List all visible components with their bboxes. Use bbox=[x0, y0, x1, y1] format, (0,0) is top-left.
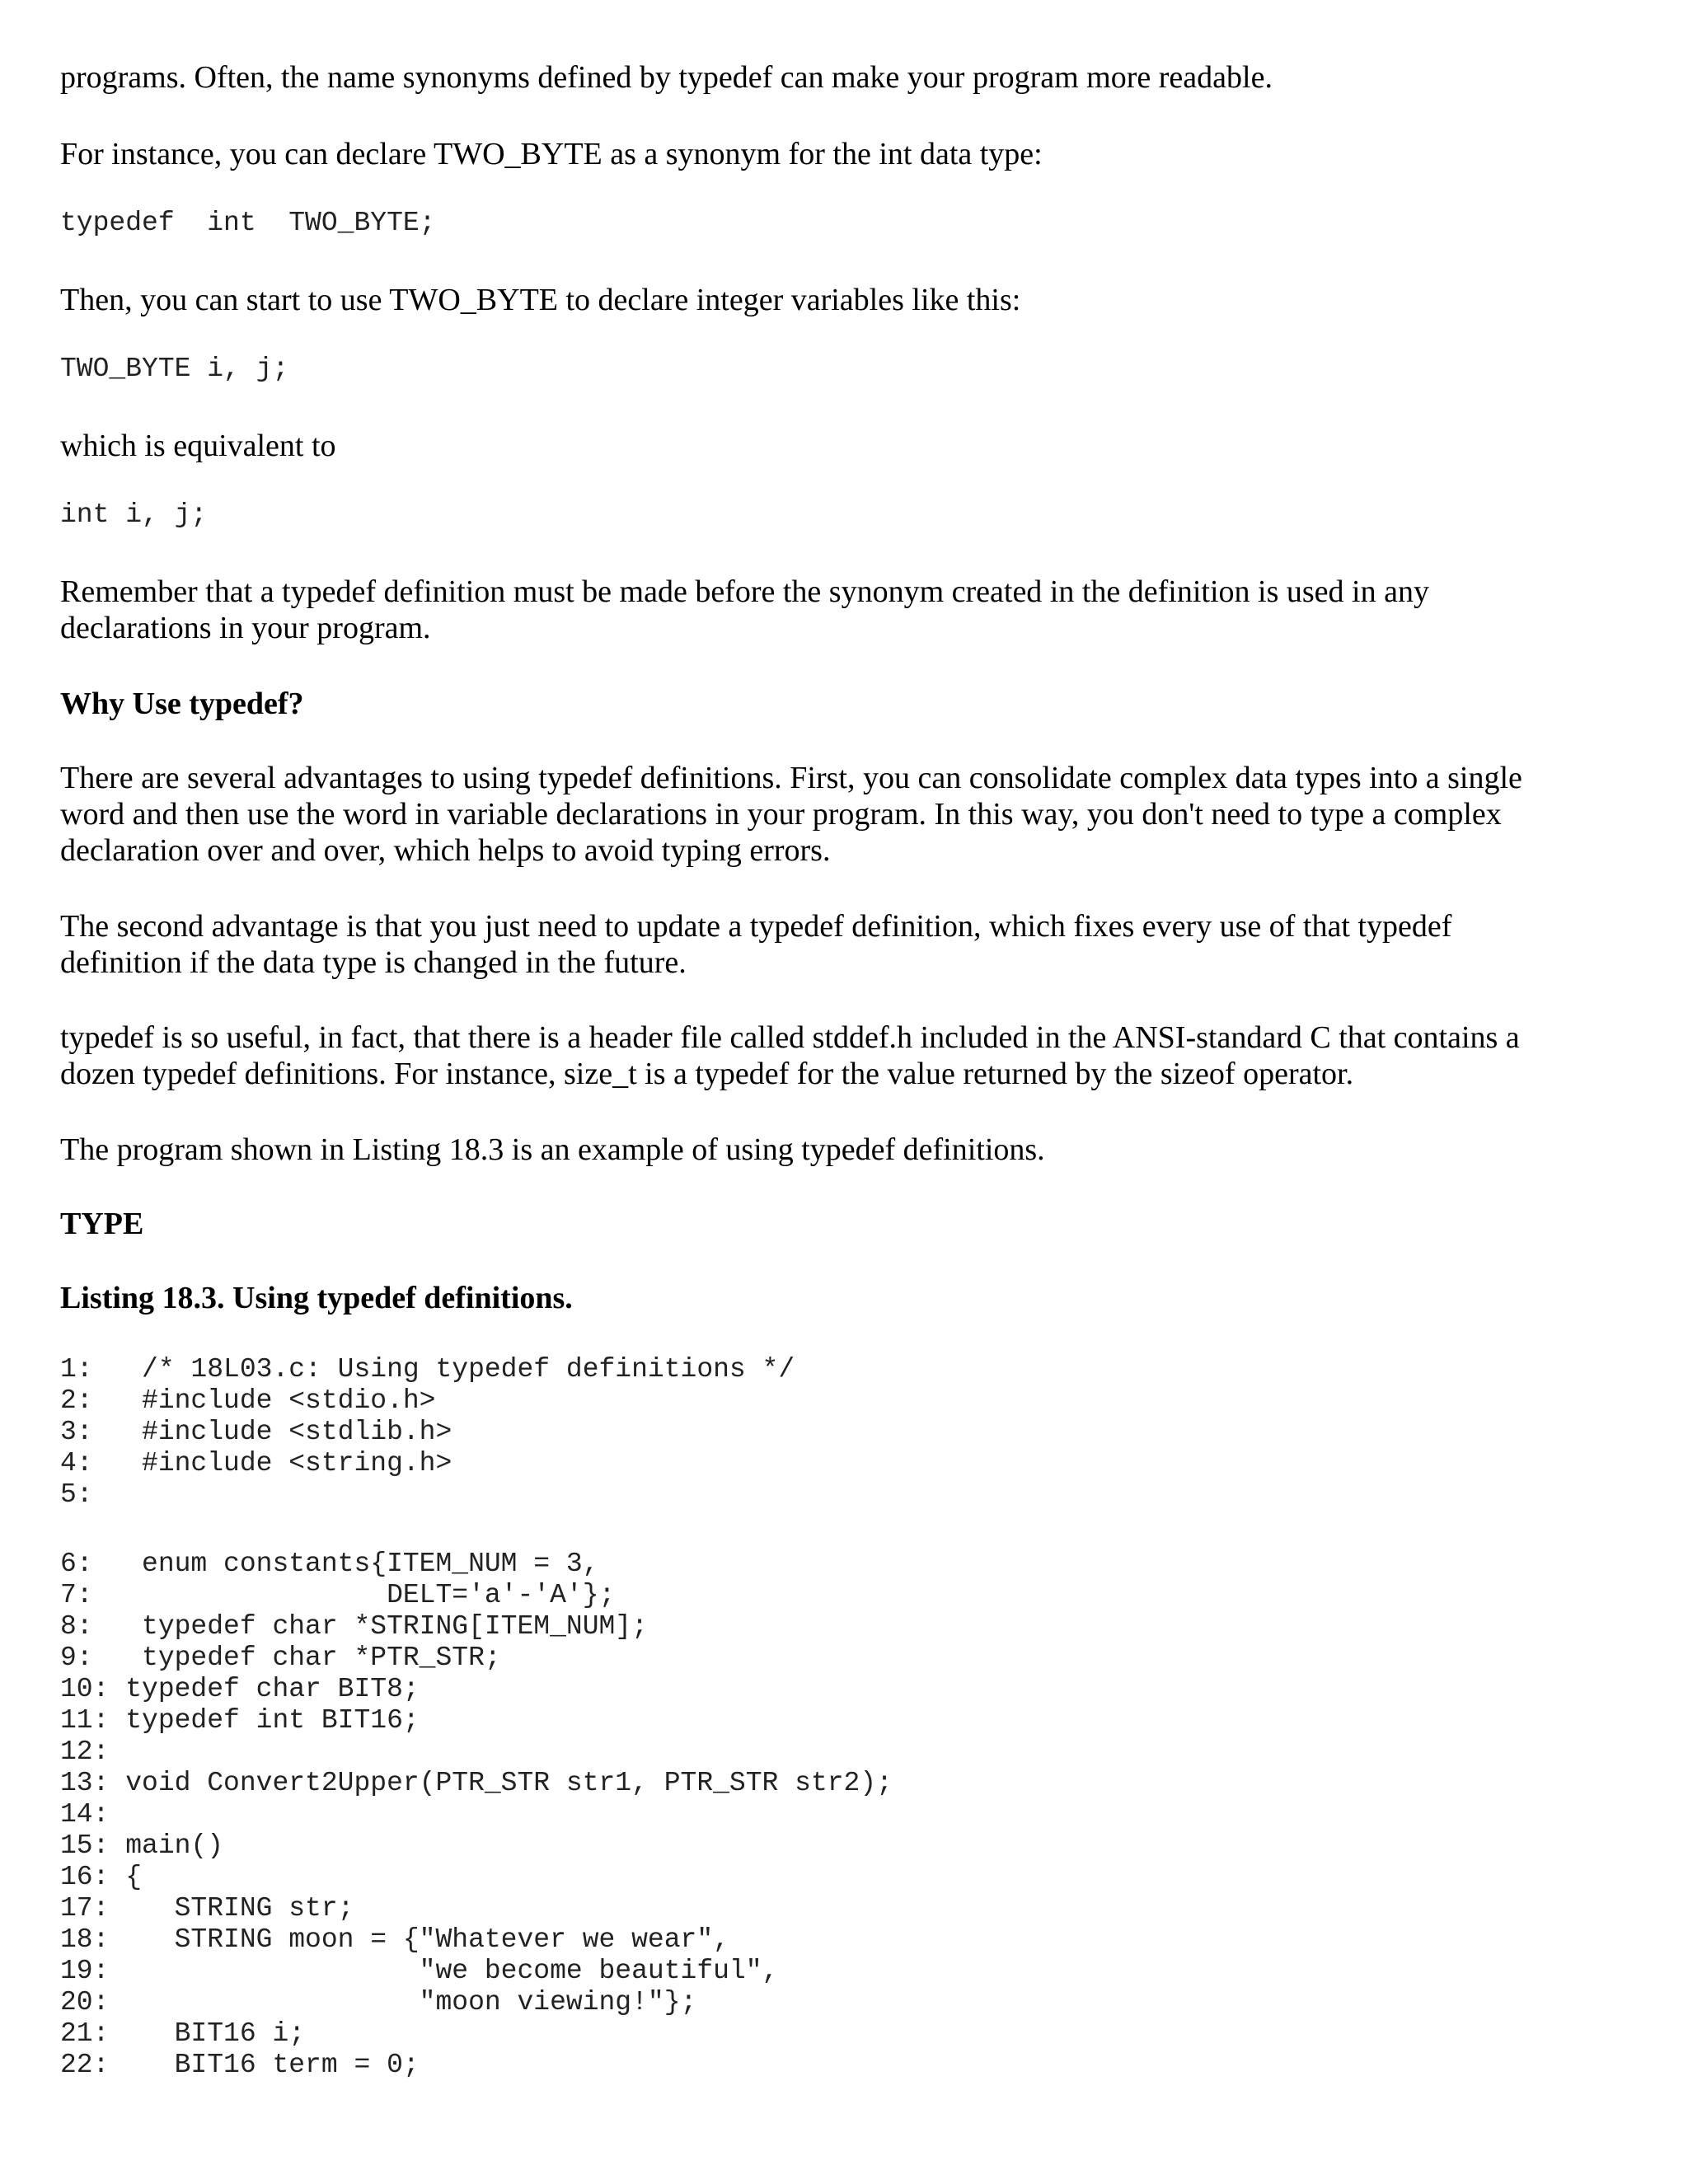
code-line: 19: "we become beautiful", bbox=[60, 1956, 779, 1986]
code-listing-part-a bbox=[60, 1354, 795, 1511]
code-line: 21: BIT16 i; bbox=[60, 2018, 306, 2049]
code-line: 7: DELT='a'-'A'}; bbox=[60, 1580, 616, 1610]
paragraph-line: typedef is so useful, in fact, that there is a header file called stddef.h included in the ANSI-standard C that contains a bbox=[60, 1020, 1520, 1055]
paragraph-second-advantage bbox=[60, 908, 1451, 981]
code-line: 22: BIT16 term = 0; bbox=[60, 2050, 420, 2080]
code-line: 16: { bbox=[60, 1862, 143, 1892]
code-line: 17: STRING str; bbox=[60, 1893, 354, 1924]
paragraph-stddef bbox=[60, 1019, 1520, 1092]
code-two-byte-vars: TWO_BYTE i, j; bbox=[60, 354, 289, 384]
code-line: 6: enum constants{ITEM_NUM = 3, bbox=[60, 1549, 599, 1579]
paragraph-line: declaration over and over, which helps to avoid typing errors. bbox=[60, 833, 831, 868]
code-line: 4: #include <string.h> bbox=[60, 1448, 452, 1479]
paragraph-remember bbox=[60, 574, 1429, 646]
paragraph-intro-continued: programs. Often, the name synonyms defined by typedef can make your program more readable. bbox=[60, 60, 1273, 95]
paragraph-line: declarations in your program. bbox=[60, 611, 431, 645]
code-line: 20: "moon viewing!"}; bbox=[60, 1987, 697, 2018]
code-line: 8: typedef char *STRING[ITEM_NUM]; bbox=[60, 1611, 648, 1642]
code-line: 1: /* 18L03.c: Using typedef definitions */ bbox=[60, 1354, 795, 1385]
code-line: 14: bbox=[60, 1799, 110, 1830]
section-heading-type: TYPE bbox=[60, 1207, 144, 1241]
section-heading-why-use-typedef: Why Use typedef? bbox=[60, 687, 304, 721]
paragraph-equivalent: which is equivalent to bbox=[60, 429, 336, 463]
code-typedef-two-byte: typedef int TWO_BYTE; bbox=[60, 208, 436, 238]
code-line: 9: typedef char *PTR_STR; bbox=[60, 1643, 501, 1673]
paragraph-use-two-byte: Then, you can start to use TWO_BYTE to declare integer variables like this: bbox=[60, 283, 1021, 317]
paragraph-line: word and then use the word in variable declarations in your program. In this way, you don't need to type a complex bbox=[60, 797, 1502, 832]
paragraph-advantages bbox=[60, 760, 1522, 869]
paragraph-line: There are several advantages to using typedef definitions. First, you can consolidate complex data types into a single bbox=[60, 761, 1522, 795]
code-line: 11: typedef int BIT16; bbox=[60, 1705, 420, 1736]
paragraph-listing-intro: The program shown in Listing 18.3 is an example of using typedef definitions. bbox=[60, 1132, 1045, 1167]
code-line: 15: main() bbox=[60, 1830, 224, 1861]
code-line: 5: bbox=[60, 1479, 93, 1510]
paragraph-line: definition if the data type is changed in the future. bbox=[60, 945, 687, 980]
code-line: 12: bbox=[60, 1736, 110, 1767]
paragraph-line: The second advantage is that you just need to update a typedef definition, which fixes every use of that typedef bbox=[60, 909, 1452, 944]
code-line: 10: typedef char BIT8; bbox=[60, 1674, 420, 1704]
code-line: 18: STRING moon = {"Whatever we wear", bbox=[60, 1924, 729, 1955]
code-int-vars: int i, j; bbox=[60, 499, 208, 530]
paragraph-declare-two-byte: For instance, you can declare TWO_BYTE as a synonym for the int data type: bbox=[60, 137, 1043, 171]
code-line: 13: void Convert2Upper(PTR_STR str1, PTR_STR str2); bbox=[60, 1768, 893, 1798]
code-listing-part-b bbox=[60, 1549, 893, 2081]
code-line: 2: #include <stdio.h> bbox=[60, 1385, 436, 1416]
listing-title: Listing 18.3. Using typedef definitions. bbox=[60, 1281, 573, 1315]
paragraph-line: dozen typedef definitions. For instance, size_t is a typedef for the value returned by the sizeof operator. bbox=[60, 1057, 1354, 1091]
code-line: 3: #include <stdlib.h> bbox=[60, 1417, 452, 1447]
paragraph-line: Remember that a typedef definition must be made before the synonym created in the definition is used in any bbox=[60, 574, 1429, 609]
